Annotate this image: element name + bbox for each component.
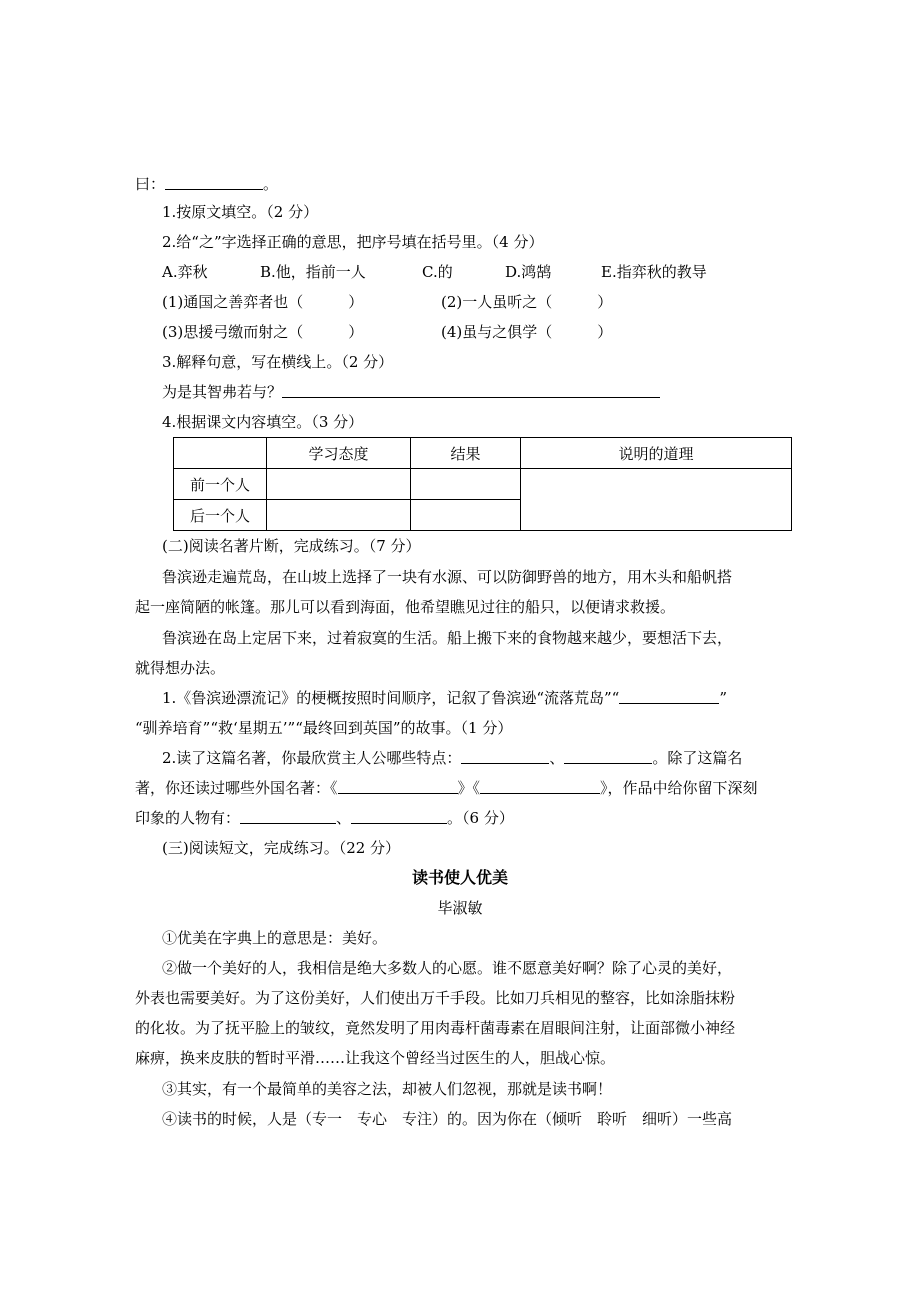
question-1: 1.按原文填空。（2 分） bbox=[162, 203, 319, 221]
table-header-cell: 说明的道理 bbox=[521, 438, 792, 469]
article-author: 毕淑敏 bbox=[437, 899, 483, 917]
section-3-heading: (三)阅读短文，完成练习。（22 分） bbox=[162, 839, 401, 857]
answer-blank[interactable] bbox=[240, 809, 336, 824]
table-cell[interactable] bbox=[521, 469, 792, 531]
table-cell[interactable] bbox=[267, 500, 411, 531]
passage-line: 就得想办法。 bbox=[135, 659, 226, 677]
section-2-heading: (二)阅读名著片断，完成练习。（7 分） bbox=[162, 537, 421, 555]
sub-question-2[interactable]: (2)一人虽听之（ ） bbox=[441, 293, 613, 311]
table-row-label: 前一个人 bbox=[174, 469, 267, 500]
table-header-cell bbox=[174, 438, 267, 469]
article-paragraph-3: ③其实，有一个最简单的美容之法，却被人们忽视，那就是读书啊！ bbox=[162, 1080, 613, 1098]
table-header-cell: 结果 bbox=[411, 438, 521, 469]
answer-blank[interactable] bbox=[461, 749, 549, 764]
sub-question-1[interactable]: (1)通国之善弈者也（ ） bbox=[162, 293, 364, 311]
reading-question-1: 1.《鲁滨逊漂流记》的梗概按照时间顺序，记叙了鲁滨逊“流落荒岛”“ ” bbox=[162, 689, 727, 707]
table-header-row bbox=[174, 438, 792, 469]
answer-blank[interactable] bbox=[165, 175, 263, 190]
answer-blank[interactable] bbox=[282, 383, 660, 398]
line-0-label: 曰： bbox=[135, 175, 166, 193]
option-c: C.的 bbox=[422, 263, 453, 281]
question-4: 4.根据课文内容填空。（3 分） bbox=[162, 413, 364, 431]
article-line: 的化妆。为了抚平脸上的皱纹，竟然发明了用肉毒杆菌毒素在眉眼间注射，让面部微小神经 bbox=[135, 1019, 736, 1037]
table-cell[interactable] bbox=[411, 500, 521, 531]
passage-line: 起一座简陋的帐篷。那儿可以看到海面，他希望瞧见过往的船只，以便请求救援。 bbox=[135, 598, 676, 616]
table-cell[interactable] bbox=[267, 469, 411, 500]
article-line: 麻痹，换来皮肤的暂时平滑……让我这个曾经当过医生的人，胆战心惊。 bbox=[135, 1049, 616, 1067]
answer-line-0: 曰： 。 bbox=[135, 175, 279, 193]
answer-blank[interactable] bbox=[351, 809, 447, 824]
article-line: 外表也需要美好。为了这份美好，人们使出万千手段。比如刀兵相见的整容，比如涂脂抹粉 bbox=[135, 989, 736, 1007]
option-a: A.弈秋 bbox=[162, 263, 208, 281]
reading-question-2-cont: 著，你还读过哪些外国名著：《 》《 》，作品中给你留下深刻 bbox=[135, 779, 758, 797]
answer-blank[interactable] bbox=[338, 779, 458, 794]
reading-question-2: 2.读了这篇名著，你最欣赏主人公哪些特点： 、 。除了这篇名 bbox=[162, 749, 743, 767]
option-e: E.指弈秋的教导 bbox=[601, 263, 707, 281]
question-3-prompt: 为是其智弗若与？ bbox=[162, 382, 660, 402]
answer-blank[interactable] bbox=[480, 779, 600, 794]
sub-question-4[interactable]: (4)虽与之俱学（ ） bbox=[441, 323, 613, 341]
article-paragraph-4: ④读书的时候，人是（专一 专心 专注）的。因为你在（倾听 聆听 细听）一些高 bbox=[162, 1110, 733, 1128]
option-d: D.鸿鹄 bbox=[505, 263, 552, 281]
sub-question-3[interactable]: (3)思援弓缴而射之（ ） bbox=[162, 323, 364, 341]
question-3: 3.解释句意，写在横线上。（2 分） bbox=[162, 353, 394, 371]
table-header-cell: 学习态度 bbox=[267, 438, 411, 469]
question-2: 2.给“之”字选择正确的意思，把序号填在括号里。（4 分） bbox=[162, 233, 544, 251]
table-cell[interactable] bbox=[411, 469, 521, 500]
reading-question-2-cont: 印象的人物有： 、 。（6 分） bbox=[135, 809, 514, 827]
answer-table bbox=[173, 437, 792, 531]
passage-line: 鲁滨逊在岛上定居下来，过着寂寞的生活。船上搬下来的食物越来越少，要想活下去， bbox=[162, 629, 733, 647]
option-b: B.他，指前一人 bbox=[260, 263, 366, 281]
article-title: 读书使人优美 bbox=[411, 868, 508, 887]
article-line: ②做一个美好的人，我相信是绝大多数人的心愿。谁不愿意美好啊？除了心灵的美好， bbox=[162, 959, 733, 977]
table-row bbox=[174, 469, 792, 500]
article-paragraph-1: ①优美在字典上的意思是：美好。 bbox=[162, 929, 388, 947]
table-row-label: 后一个人 bbox=[174, 500, 267, 531]
answer-blank[interactable] bbox=[619, 689, 719, 704]
answer-blank[interactable] bbox=[564, 749, 652, 764]
reading-question-1-cont: “驯养培育”“救‘星期五’”“最终回到英国”的故事。（1 分） bbox=[135, 719, 513, 737]
passage-line: 鲁滨逊走遍荒岛，在山坡上选择了一块有水源、可以防御野兽的地方，用木头和船帆搭 bbox=[162, 568, 733, 586]
